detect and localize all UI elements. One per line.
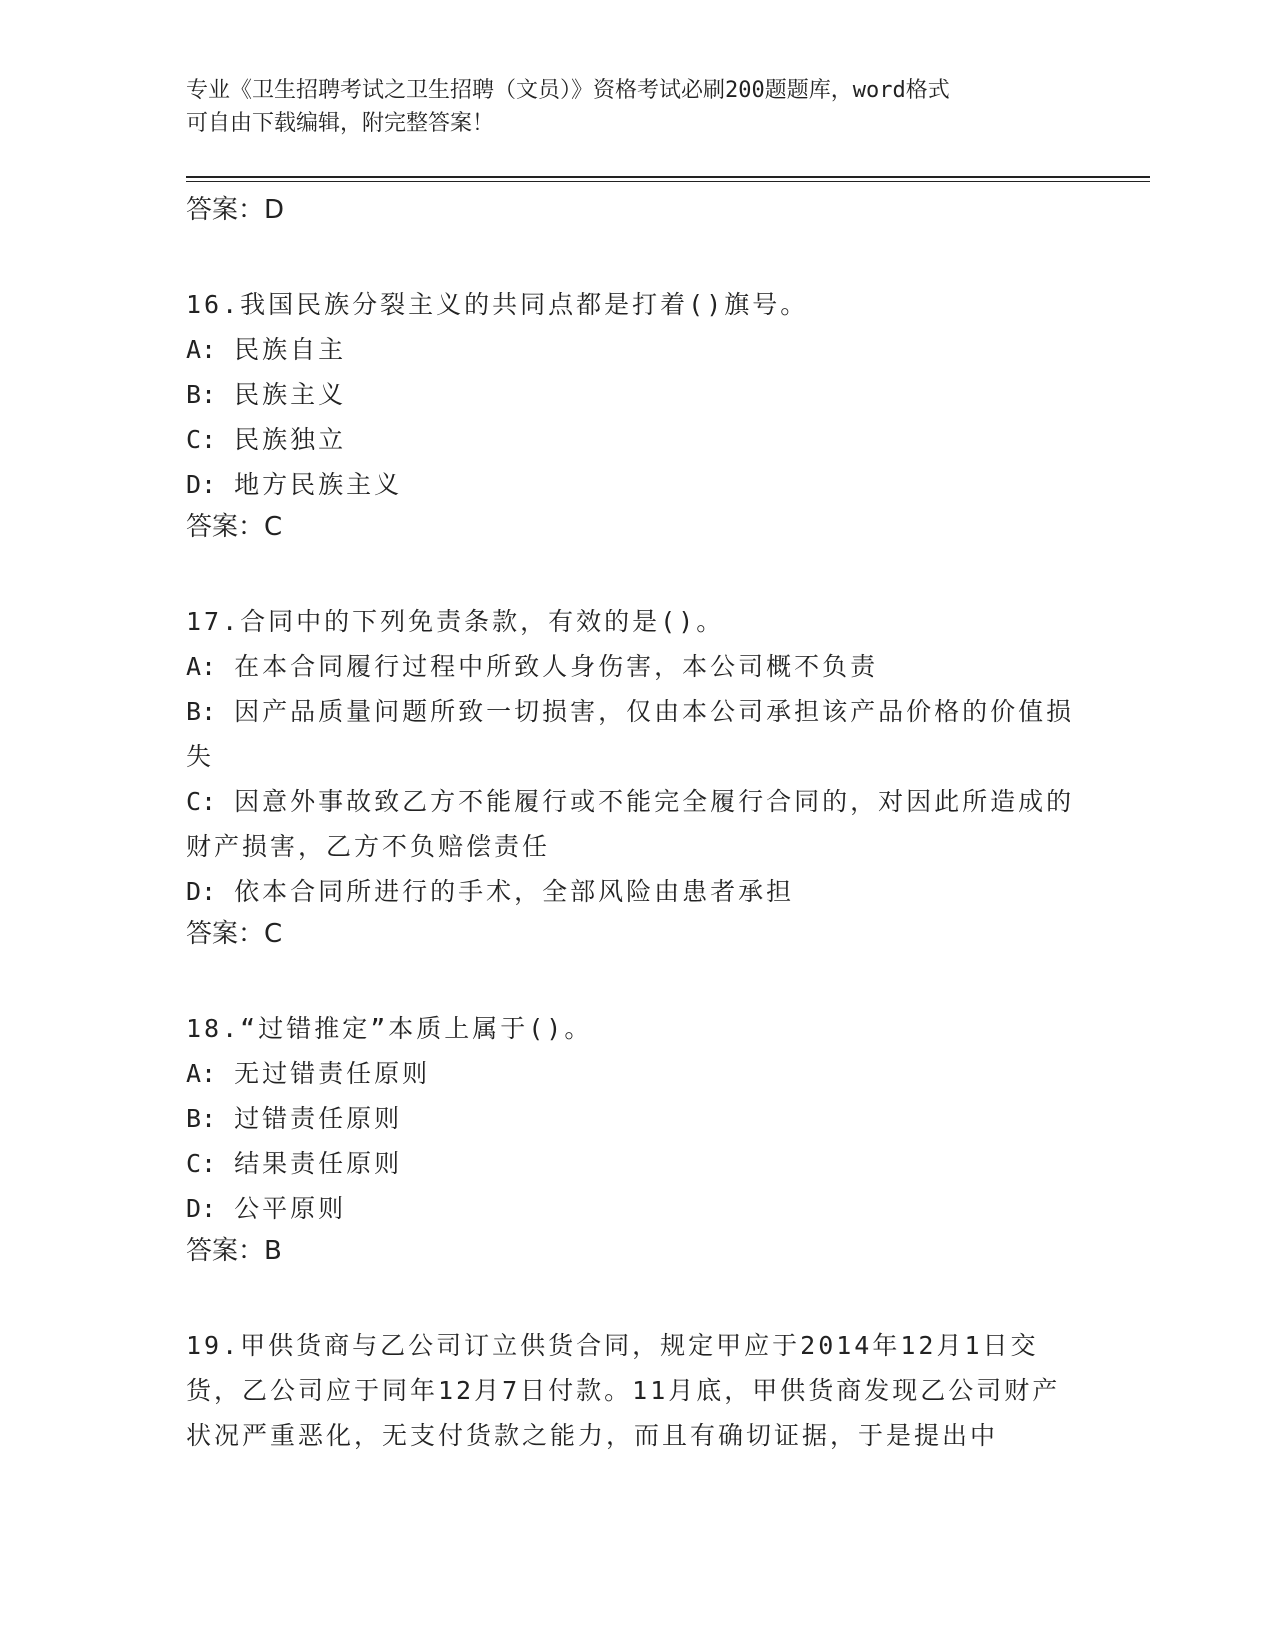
answer-label: 答案： (186, 512, 265, 542)
option-label: C: (186, 1149, 217, 1178)
option-a (186, 1051, 1086, 1096)
option-b (186, 689, 1086, 779)
option-a (186, 327, 1086, 372)
answer-line (186, 507, 1086, 547)
question-stem: 18.“过错推定”本质上属于()。 (186, 1014, 593, 1043)
option-text: 民族自主 (234, 335, 347, 364)
option-label: D: (186, 877, 217, 906)
option-label: C: (186, 787, 217, 816)
option-label: B: (186, 1104, 217, 1133)
option-text: 在本合同履行过程中所致人身伤害，本公司概不负责 (234, 652, 879, 681)
answer-value: B (264, 1236, 282, 1266)
option-a (186, 644, 1086, 689)
option-text: 公平原则 (234, 1194, 347, 1223)
question-16 (186, 282, 1086, 547)
option-label: A: (186, 652, 217, 681)
option-label: B: (186, 380, 217, 409)
answer-line (186, 914, 1086, 954)
answer-label: 答案： (186, 919, 265, 949)
document-header (186, 74, 1066, 140)
option-text: 民族独立 (234, 425, 347, 454)
question-stem: 17.合同中的下列免责条款，有效的是()。 (186, 607, 725, 636)
option-text: 民族主义 (234, 380, 347, 409)
option-text: 过错责任原则 (234, 1104, 403, 1133)
header-rule-thin (186, 181, 1150, 182)
header-line-1: 专业《卫生招聘考试之卫生招聘（文员）》资格考试必刷200题题库，word格式 (186, 78, 950, 103)
question-list (186, 190, 1086, 1458)
option-text: 因产品质量问题所致一切损害，仅由本公司承担该产品价格的价值损失 (186, 697, 1075, 771)
option-c (186, 417, 1086, 462)
option-b (186, 372, 1086, 417)
option-c (186, 1141, 1086, 1186)
question-19 (186, 1323, 1086, 1458)
option-d (186, 462, 1086, 507)
option-label: A: (186, 335, 217, 364)
option-text: 因意外事故致乙方不能履行或不能完全履行合同的，对因此所造成的财产损害，乙方不负赔偿责任 (186, 787, 1075, 861)
option-label: C: (186, 425, 217, 454)
header-line-2: 可自由下载编辑，附完整答案！ (186, 111, 495, 136)
question-17 (186, 599, 1086, 954)
option-label: D: (186, 1194, 217, 1223)
option-text: 依本合同所进行的手术，全部风险由患者承担 (234, 877, 795, 906)
option-text: 地方民族主义 (234, 470, 403, 499)
option-b (186, 1096, 1086, 1141)
answer-line (186, 190, 1086, 230)
question-18 (186, 1006, 1086, 1271)
answer-label: 答案： (186, 1236, 265, 1266)
answer-value: C (264, 512, 283, 542)
header-rule-thick (186, 176, 1150, 178)
option-label: B: (186, 697, 217, 726)
option-label: A: (186, 1059, 217, 1088)
answer-label: 答案： (186, 195, 265, 225)
answer-value: D (264, 195, 285, 225)
option-text: 无过错责任原则 (234, 1059, 431, 1088)
question-stem: 19.甲供货商与乙公司订立供货合同，规定甲应于2014年12月1日交货，乙公司应于同年12月7日付款。11月底，甲供货商发现乙公司财产状况严重恶化，无支付货款之能力，而且有确切证据，于是提出中 (186, 1331, 1061, 1450)
option-text: 结果责任原则 (234, 1149, 403, 1178)
question-stem: 16.我国民族分裂主义的共同点都是打着()旗号。 (186, 290, 809, 319)
option-label: D: (186, 470, 217, 499)
option-d (186, 1186, 1086, 1231)
option-c (186, 779, 1086, 869)
answer-value: C (264, 919, 283, 949)
option-d (186, 869, 1086, 914)
answer-line (186, 1231, 1086, 1271)
